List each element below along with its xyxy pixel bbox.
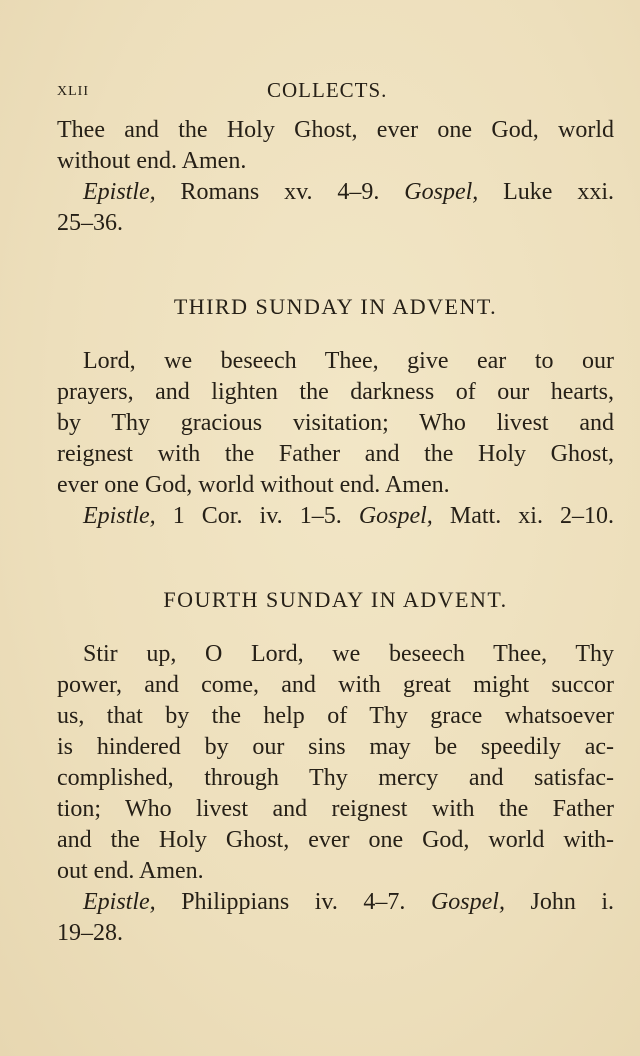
gospel-label: Gospel,: [358, 503, 433, 529]
gospel-label: Gospel,: [430, 889, 505, 915]
collect-line: us, that by the help of Thy grace whatsoever: [57, 703, 614, 729]
collect-line: Lord, we beseech Thee, give ear to our: [83, 348, 614, 374]
gospel-label: Gospel,: [404, 179, 479, 205]
lessons-line: [57, 501, 614, 532]
gospel-reference: Matt. xi. 2–10.: [449, 503, 615, 529]
collect-line: out end. Amen.: [57, 858, 204, 884]
section-heading-third-sunday: THIRD SUNDAY IN ADVENT.: [173, 294, 498, 319]
collect-line: without end. Amen.: [57, 148, 247, 174]
collect-line: power, and come, and with great might succor: [57, 672, 614, 698]
epistle-label: Epistle,: [83, 179, 156, 205]
page-number: XLII: [57, 84, 89, 99]
epistle-reference: 1 Cor. iv. 1–5.: [172, 503, 342, 529]
lessons-line-continued: 19–28.: [57, 920, 123, 946]
collect-line: prayers, and lighten the darkness of our hearts,: [57, 379, 614, 405]
lessons-line: [57, 177, 614, 208]
lessons-line-continued: 25–36.: [57, 210, 123, 236]
collect-line: is hindered by our sins may be speedily ac-: [57, 734, 614, 760]
collect-line: and the Holy Ghost, ever one God, world with-: [57, 827, 614, 853]
gospel-reference: John i.: [530, 889, 615, 915]
collect-line: Stir up, O Lord, we beseech Thee, Thy: [83, 641, 614, 667]
collect-line: Thee and the Holy Ghost, ever one God, world: [57, 117, 614, 143]
collect-line: reignest with the Father and the Holy Ghost,: [57, 441, 614, 467]
collect-line: tion; Who livest and reignest with the Father: [57, 796, 614, 822]
collect-line: ever one God, world without end. Amen.: [57, 472, 450, 498]
epistle-label: Epistle,: [83, 889, 156, 915]
epistle-reference: Romans xv. 4–9.: [180, 179, 380, 205]
lessons-line: [57, 887, 614, 918]
epistle-label: Epistle,: [83, 503, 156, 529]
section-heading-fourth-sunday: FOURTH SUNDAY IN ADVENT.: [163, 587, 508, 612]
gospel-reference: Luke xxi.: [503, 179, 614, 205]
collect-line: complished, through Thy mercy and satisfac-: [57, 765, 614, 791]
page-header: [57, 78, 614, 110]
epistle-reference: Philippians iv. 4–7.: [181, 889, 406, 915]
page-body: [57, 115, 614, 949]
collect-line: by Thy gracious visitation; Who livest and: [57, 410, 614, 436]
running-head: COLLECTS.: [267, 78, 388, 102]
